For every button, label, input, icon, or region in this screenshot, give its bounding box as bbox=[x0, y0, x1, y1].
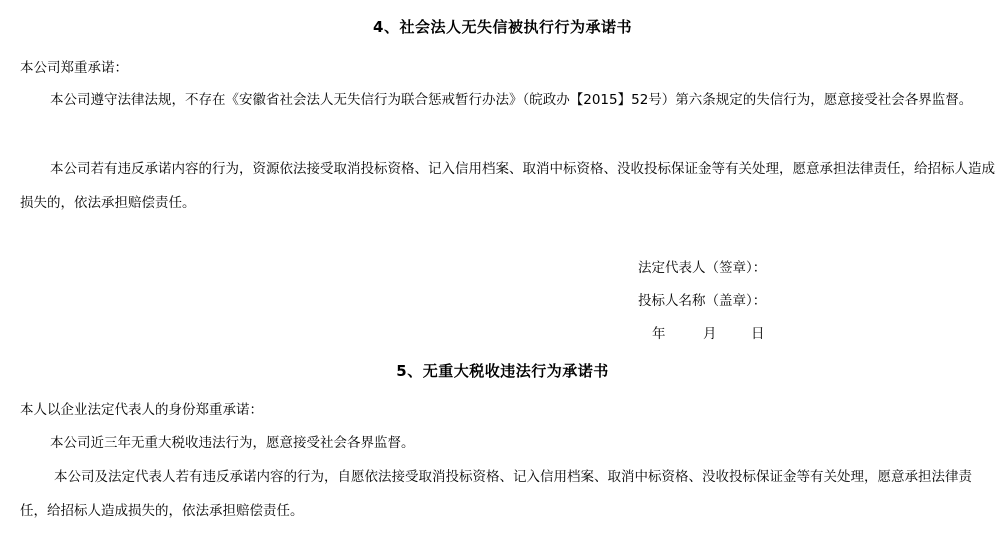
section4-paragraph-2: 本公司若有违反承诺内容的行为，资源依法接受取消投标资格、记入信用档案、取消中标资格、没收投标保证金等有关处理，愿意承担法律责任，给招标人造成损失的，依法承担赔偿责任。 bbox=[20, 161, 995, 211]
section4-title: 4、社会法人无失信被执行行为承诺书 bbox=[373, 18, 632, 36]
section5-paragraph-2: 本公司及法定代表人若有违反承诺内容的行为，自愿依法接受取消投标资格、记入信用档案、取消中标资格、没收投标保证金等有关处理，愿意承担法律责任，给招标人造成损失的，依法承担赔偿责任。 bbox=[20, 469, 972, 519]
section4-intro: 本公司郑重承诺： bbox=[20, 60, 128, 76]
date-year-label: 年 bbox=[652, 326, 666, 342]
legal-representative-signature-label: 法定代表人（签章）： bbox=[638, 260, 767, 276]
section5-paragraph-1: 本公司近三年无重大税收违法行为，愿意接受社会各界监督。 bbox=[50, 435, 415, 451]
date-month-label: 月 bbox=[703, 326, 717, 342]
section4-paragraph-1: 本公司遵守法律法规，不存在《安徽省社会法人无失信行为联合惩戒暂行办法》（皖政办【2015】52号）第六条规定的失信行为，愿意接受社会各界监督。 bbox=[50, 92, 973, 108]
bidder-name-seal-label: 投标人名称（盖章）： bbox=[638, 293, 767, 309]
date-day-label: 日 bbox=[751, 326, 765, 342]
section5-intro: 本人以企业法定代表人的身份郑重承诺： bbox=[20, 402, 263, 418]
section5-title: 5、无重大税收违法行为承诺书 bbox=[396, 362, 609, 380]
